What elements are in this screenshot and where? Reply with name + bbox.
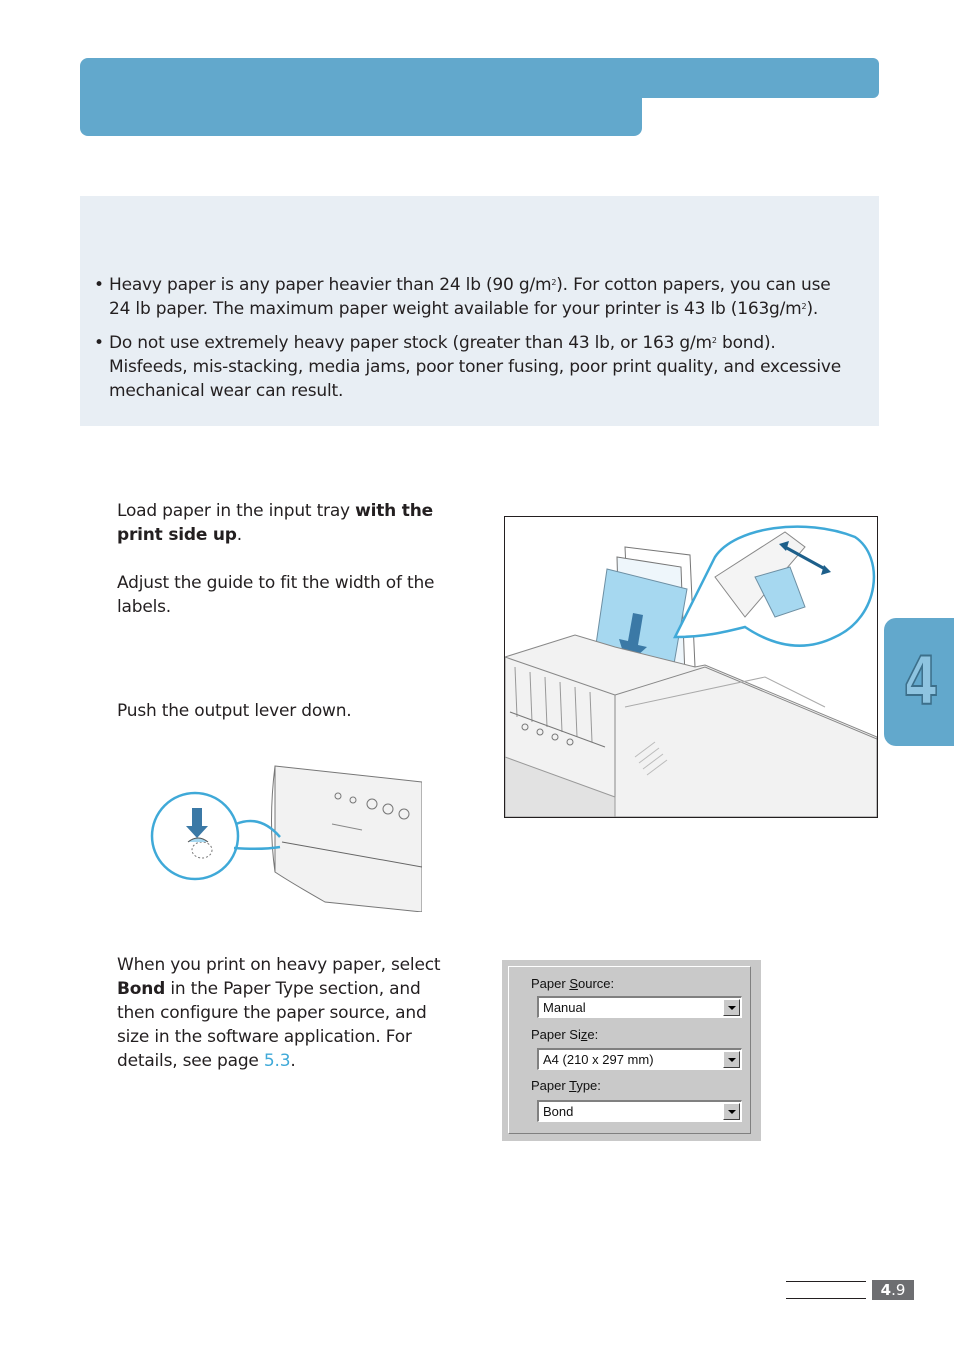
dialog-panel: [508, 966, 751, 1134]
page-number-rule: [786, 1298, 866, 1299]
paper-size-value: A4 (210 x 297 mm): [543, 1052, 654, 1067]
chapter-number: 4: [904, 643, 939, 720]
paper-settings-dialog: [502, 960, 761, 1141]
page-number: 4.9: [872, 1280, 914, 1300]
paper-source-value: Manual: [543, 1000, 586, 1015]
step3-text: When you print on heavy paper, select Bond in the Paper Type section, and then configure the paper source, and size in the software application. For details, see page 5.3.: [117, 955, 441, 1071]
dropdown-arrow-icon[interactable]: [723, 999, 740, 1016]
bullet-mark: •: [94, 333, 104, 353]
paper-type-label: Paper Type:: [531, 1078, 601, 1093]
output-lever-illustration: [150, 762, 422, 912]
step1-text: Load paper in the input tray with the print side up.: [117, 501, 433, 545]
printer-loading-illustration: [504, 516, 878, 818]
paper-size-select[interactable]: [537, 1048, 742, 1070]
lever-drawing: [150, 762, 422, 912]
dropdown-arrow-icon[interactable]: [723, 1103, 740, 1120]
paper-type-select[interactable]: [537, 1100, 742, 1122]
header-banner: [80, 58, 642, 136]
step1-guide-text: Adjust the guide to fit the width of the labels.: [117, 573, 435, 617]
dropdown-arrow-icon[interactable]: [723, 1051, 740, 1068]
paper-type-value: Bond: [543, 1104, 574, 1119]
note-text: Heavy paper is any paper heavier than 24 lb (90 $g/m^2$). For cotton papers, you can use 24 lb paper. The maximum paper weight available for your printer is 43 lb $(163g/m^2)$.: [109, 275, 831, 319]
paper-source-label: Paper Source:: [531, 976, 615, 991]
paper-source-select[interactable]: [537, 996, 742, 1018]
note-box: [80, 196, 879, 426]
note-bullet-heavy-paper: [94, 273, 864, 321]
page-link[interactable]: 5.3: [263, 1051, 291, 1071]
printer-drawing: [505, 517, 877, 817]
bullet-mark: •: [94, 275, 104, 295]
paper-size-label: Paper Size:: [531, 1027, 599, 1042]
note-bullet-extreme-paper: [94, 331, 864, 403]
chapter-tab: [884, 618, 954, 746]
note-text: Do not use extremely heavy paper stock (greater than 43 lb, or 163 $g/m^2$ bond). Misfeeds, mis-stacking, media jams, poor toner fusing, poor print quality, and excessive mechanical wear can result.: [109, 333, 841, 401]
page-number-rule: [786, 1281, 866, 1282]
step2-text: Push the output lever down.: [117, 701, 352, 721]
